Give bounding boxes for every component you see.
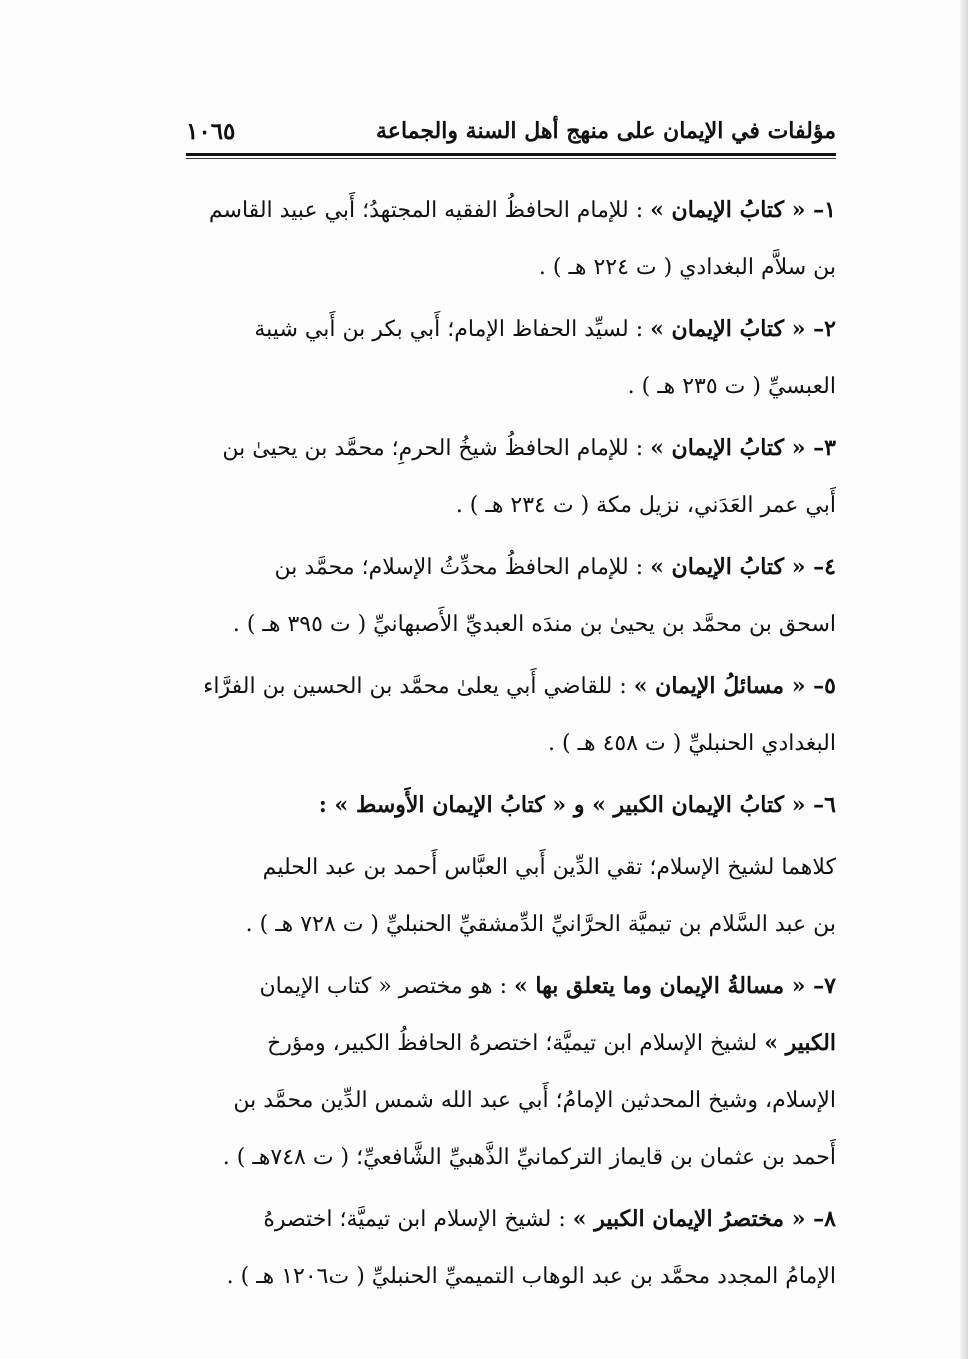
entry-6: [168, 777, 836, 834]
book-title: ٥– « مسائلُ الإيمان »: [633, 673, 836, 699]
entry-5: [168, 658, 836, 772]
entry-3: [168, 420, 836, 534]
entry-line: [168, 1015, 836, 1072]
entry-text: أَحمد بن عثمان بن قايماز التركمانيِّ الذَّهبيِّ الشَّافعيِّ؛ ( ت ٧٤٨هـ ) .: [222, 1145, 836, 1170]
entry-line: [168, 715, 836, 772]
book-title: الكبير »: [764, 1030, 836, 1056]
entry-text: كلاهما لشيخ الإسلام؛ تقي الدِّين أَبي العبَّاس أَحمد بن عبد الحليم: [262, 855, 836, 880]
entry-text: البغدادي الحنبليِّ ( ت ٤٥٨ هـ ) .: [548, 731, 836, 756]
book-title: ٤– « كتابُ الإيمان »: [650, 554, 836, 580]
entry-4: [168, 539, 836, 653]
entry-text: العبسيِّ ( ت ٢٣٥ هـ ) .: [627, 374, 836, 399]
entry-text: : لسيِّد الحفاظ الإمام؛ أَبي بكر بن أَبي شيبة: [254, 317, 651, 342]
entry-text: أَبي عمر العَدَني، نزيل مكة ( ت ٢٣٤ هـ ) .: [455, 493, 836, 518]
entry-line: [168, 1191, 836, 1248]
entry-line: [168, 658, 836, 715]
entry-text: : للقاضي أَبي يعلىٰ محمَّد بن الحسين بن الفرَّاء: [203, 674, 634, 699]
entry-line: [168, 1072, 836, 1129]
entry-line: [168, 182, 836, 239]
entry-line: [168, 777, 836, 834]
entry-line: [168, 839, 836, 896]
entry-line: [168, 301, 836, 358]
book-title: ١– « كتابُ الإيمان »: [650, 197, 836, 223]
entry-line: [168, 958, 836, 1015]
entry-text: : للإمام الحافظُ الفقيه المجتهدُ؛ أَبي عبيد القاسم: [208, 198, 651, 223]
entry-text: الإمامُ المجدد محمَّد بن عبد الوهاب التميميِّ الحنبليِّ ( ت١٢٠٦ هـ ) .: [226, 1264, 836, 1289]
entry-2: [168, 301, 836, 415]
entry-line: [168, 239, 836, 296]
entry-8: [168, 1191, 836, 1305]
book-title: ٢– « كتابُ الإيمان »: [650, 316, 836, 342]
entry-text: : لشيخ الإسلام ابن تيميَّة؛ اختصرهُ: [263, 1207, 573, 1232]
entry-7: [168, 958, 836, 1186]
entry-text: : للإمام الحافظُ محدِّثُ الإسلام؛ محمَّد بن: [274, 555, 651, 580]
header-rule: [186, 153, 836, 156]
entry-1: [168, 182, 836, 296]
entry-text: : للإمام الحافظُ شيخُ الحرمِ؛ محمَّد بن يحيىٰ بن: [222, 436, 651, 461]
entry-text: لشيخ الإسلام ابن تيميَّة؛ اختصرهُ الحافظُ الكبير، ومؤرخ: [267, 1031, 765, 1056]
book-title: ٧– « مسالةُ الإيمان وما يتعلق بها »: [514, 973, 836, 999]
entry-line: [168, 896, 836, 953]
book-title: ٦– « كتابُ الإيمان الكبير » و « كتابُ الإيمان الأَوسط » :: [318, 792, 836, 818]
book-title: ٣– « كتابُ الإيمان »: [650, 435, 836, 461]
entry-line: [168, 420, 836, 477]
entry-line: [168, 477, 836, 534]
entry-line: [168, 539, 836, 596]
entry-6-description: [168, 839, 836, 953]
header-title: مؤلفات في الإيمان على منهج أهل السنة والجماعة: [376, 118, 836, 144]
entry-line: [168, 358, 836, 415]
entry-text: الإسلام، وشيخ المحدثين الإمامُ؛ أَبي عبد الله شمس الدِّين محمَّد بن: [233, 1088, 836, 1113]
entry-line: [168, 596, 836, 653]
entry-text: اسحق بن محمَّد بن يحيىٰ بن مندَه العبديِّ الأَصبهانيِّ ( ت ٣٩٥ هـ ) .: [232, 612, 836, 637]
header-rule-thin: [186, 158, 836, 159]
book-title: ٨– « مختصرُ الإيمان الكبير »: [572, 1206, 836, 1232]
page-body: [168, 182, 836, 1310]
page-edge-shadow: [960, 0, 968, 1359]
entry-line: [168, 1129, 836, 1186]
entry-text: بن سلاَّم البغدادي ( ت ٢٢٤ هـ ) .: [538, 255, 836, 280]
entry-line: [168, 1248, 836, 1305]
entry-text: بن عبد السَّلام بن تيميَّة الحرَّانيِّ الدِّمشقيِّ الحنبليِّ ( ت ٧٢٨ هـ ) .: [245, 912, 836, 937]
entry-text: : هو مختصر « كتاب الإيمان: [259, 974, 514, 999]
page-number: ١٠٦٥: [186, 118, 236, 145]
running-header: [186, 112, 836, 156]
